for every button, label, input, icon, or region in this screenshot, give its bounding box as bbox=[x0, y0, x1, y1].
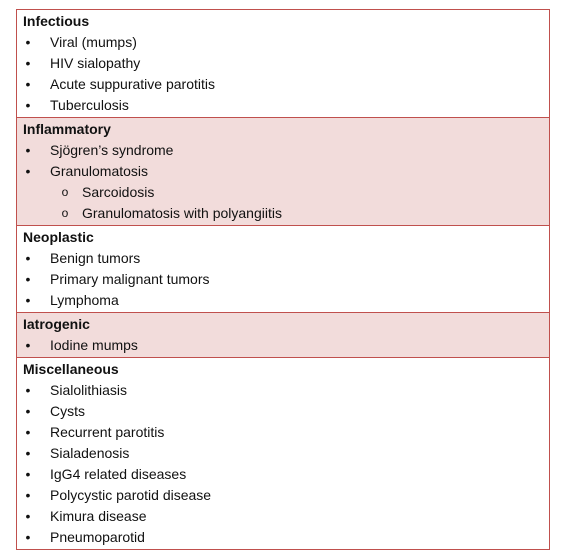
item-text: Primary malignant tumors bbox=[50, 271, 210, 287]
sub-list-item bbox=[17, 203, 549, 224]
bullet-icon: • bbox=[25, 466, 31, 482]
list-item bbox=[17, 269, 549, 290]
list-item bbox=[17, 485, 549, 506]
list-item bbox=[17, 140, 549, 161]
sub-list-item bbox=[17, 182, 549, 203]
bullet-icon: • bbox=[25, 271, 31, 287]
section-heading: Miscellaneous bbox=[23, 361, 119, 377]
section-miscellaneous bbox=[17, 357, 549, 549]
item-text: HIV sialopathy bbox=[50, 55, 141, 71]
item-text: Benign tumors bbox=[50, 250, 141, 266]
item-text: Granulomatosis with polyangiitis bbox=[82, 205, 282, 221]
list-item bbox=[17, 443, 549, 464]
item-text: Tuberculosis bbox=[50, 97, 129, 113]
section-heading: Infectious bbox=[23, 13, 90, 29]
bullet-icon: • bbox=[25, 250, 31, 266]
bullet-icon: • bbox=[25, 445, 31, 461]
list-item bbox=[17, 161, 549, 182]
bullet-icon: • bbox=[25, 163, 31, 179]
item-text: Cysts bbox=[50, 403, 85, 419]
bullet-icon: • bbox=[25, 55, 31, 71]
item-text: Polycystic parotid disease bbox=[50, 487, 212, 503]
list-item bbox=[17, 248, 549, 269]
item-text: Pneumoparotid bbox=[50, 529, 145, 545]
section-heading: Inflammatory bbox=[23, 121, 111, 137]
item-text: Sjögren’s syndrome bbox=[50, 142, 174, 158]
list-item bbox=[17, 74, 549, 95]
item-text: Sarcoidosis bbox=[82, 184, 155, 200]
list-item bbox=[17, 290, 549, 311]
item-text: Sialolithiasis bbox=[50, 382, 128, 398]
bullet-icon: • bbox=[25, 382, 31, 398]
section-inflammatory bbox=[17, 117, 549, 225]
section-heading: Neoplastic bbox=[23, 229, 94, 245]
bullet-icon: • bbox=[25, 97, 31, 113]
bullet-icon: • bbox=[25, 403, 31, 419]
item-text: Recurrent parotitis bbox=[50, 424, 165, 440]
list-item bbox=[17, 464, 549, 485]
bullet-icon: • bbox=[25, 142, 31, 158]
item-text: Lymphoma bbox=[50, 292, 119, 308]
item-text: Sialadenosis bbox=[50, 445, 130, 461]
hollow-bullet-icon: o bbox=[61, 206, 69, 220]
section-infectious bbox=[17, 10, 549, 117]
section-iatrogenic bbox=[17, 312, 549, 357]
bullet-icon: • bbox=[25, 424, 31, 440]
item-text: Viral (mumps) bbox=[50, 34, 137, 50]
bullet-icon: • bbox=[25, 529, 31, 545]
section-heading: Iatrogenic bbox=[23, 316, 90, 332]
list-item bbox=[17, 32, 549, 53]
bullet-icon: • bbox=[25, 508, 31, 524]
bullet-icon: • bbox=[25, 76, 31, 92]
bullet-icon: • bbox=[25, 337, 31, 353]
list-item bbox=[17, 527, 549, 548]
list-item bbox=[17, 53, 549, 74]
list-item bbox=[17, 95, 549, 116]
list-item bbox=[17, 506, 549, 527]
bullet-icon: • bbox=[25, 34, 31, 50]
list-item bbox=[17, 401, 549, 422]
bullet-icon: • bbox=[25, 487, 31, 503]
item-text: Kimura disease bbox=[50, 508, 147, 524]
bullet-icon: • bbox=[25, 292, 31, 308]
list-item bbox=[17, 380, 549, 401]
hollow-bullet-icon: o bbox=[61, 185, 69, 199]
item-text: Granulomatosis bbox=[50, 163, 149, 179]
classification-table bbox=[16, 9, 550, 550]
item-text: Acute suppurative parotitis bbox=[50, 76, 215, 92]
item-text: Iodine mumps bbox=[50, 337, 138, 353]
section-neoplastic bbox=[17, 225, 549, 312]
list-item bbox=[17, 422, 549, 443]
item-text: IgG4 related diseases bbox=[50, 466, 187, 482]
list-item bbox=[17, 335, 549, 356]
